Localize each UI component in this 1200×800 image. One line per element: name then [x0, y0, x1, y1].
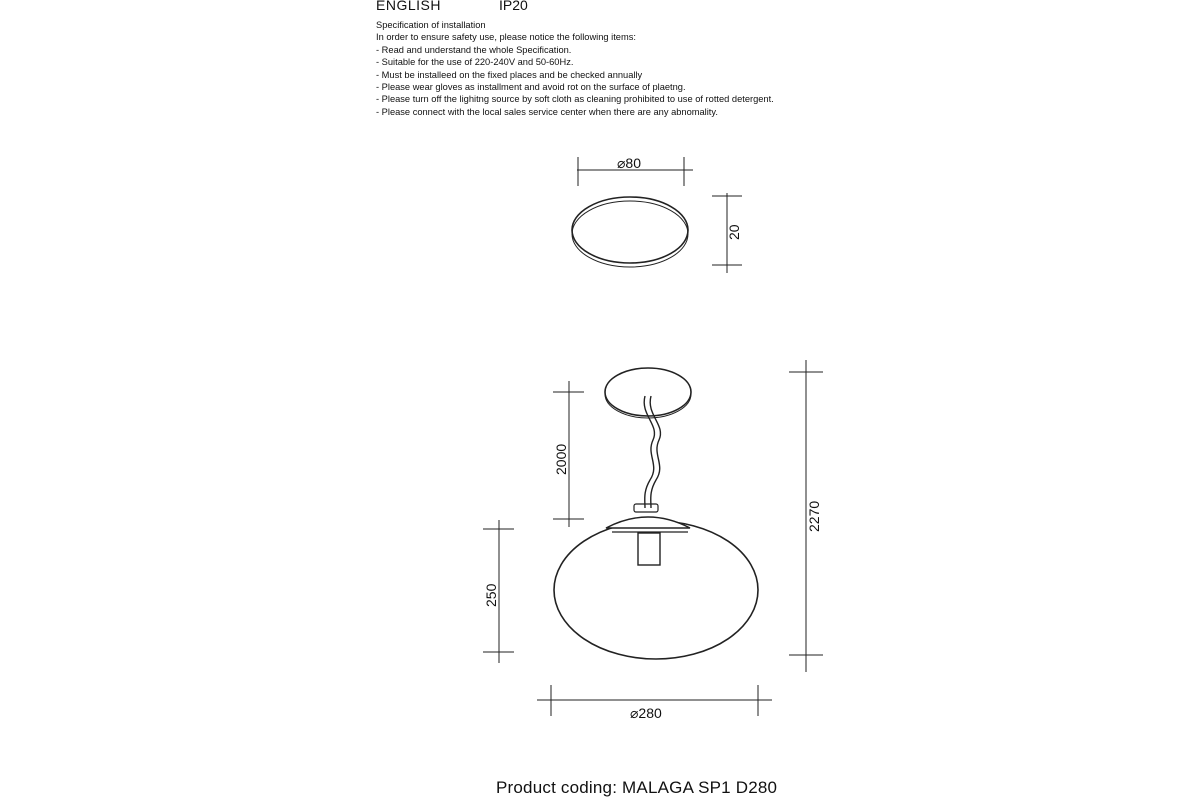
- product-coding: Product coding: MALAGA SP1 D280: [496, 778, 778, 797]
- ceiling-canopy: [605, 368, 691, 416]
- spec-item: - Please wear gloves as installment and avoid rot on the surface of plaetng.: [376, 82, 686, 93]
- language-label: ENGLISH: [376, 0, 441, 13]
- ip-rating-label: IP20: [499, 0, 528, 13]
- canopy-disk-edge: [572, 201, 688, 267]
- spec-title: Specification of installation: [376, 20, 486, 30]
- lamp-socket: [638, 533, 660, 565]
- shade-diameter-label: ⌀280: [630, 705, 662, 721]
- pendant-lamp: [483, 360, 823, 716]
- canopy-detail: [572, 157, 742, 273]
- canopy-diameter-label: ⌀80: [617, 155, 642, 171]
- spec-item: - Read and understand the whole Specification.: [376, 44, 572, 55]
- spec-intro: In order to ensure safety use, please notice the following items:: [376, 32, 636, 43]
- spec-item: - Suitable for the use of 220-240V and 50-60Hz.: [376, 57, 574, 68]
- spec-item: - Must be installeed on the fixed places and be checked annually: [376, 69, 643, 80]
- lamp-cap: [606, 517, 690, 528]
- cable-length-label: 2000: [553, 443, 569, 475]
- canopy-height-label: 20: [726, 224, 742, 240]
- cable-clip: [634, 504, 658, 512]
- shade-height-label: 250: [483, 583, 499, 607]
- spec-item: - Please turn off the lighitng source by soft cloth as cleaning prohibited to use of rotted detergent.: [376, 94, 774, 105]
- canopy-disk-top: [572, 197, 688, 263]
- spec-item: - Please connect with the local sales service center when there are any abnomality.: [376, 106, 718, 117]
- total-height-label: 2270: [806, 500, 822, 532]
